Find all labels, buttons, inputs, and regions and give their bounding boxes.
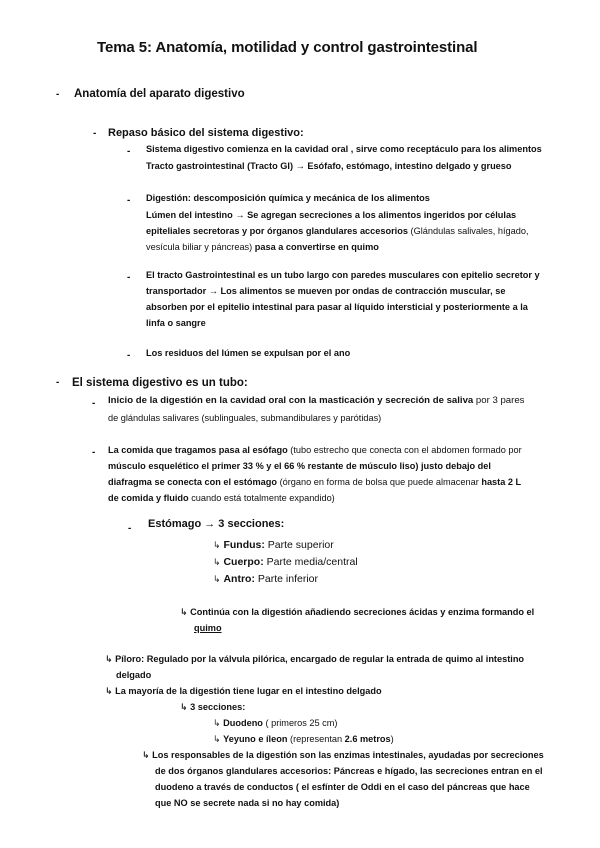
bullet-dash: - — [56, 377, 60, 388]
text-line: duodeno a través de conductos ( el esfínter de Oddi en el caso del páncreas que hace — [155, 782, 530, 792]
text-line: Los residuos del lúmen se expulsan por el ano — [146, 348, 351, 358]
text-line: transportador → Los alimentos se mueven por ondas de contracción muscular, se — [146, 286, 506, 296]
arrow-icon: ↳ — [180, 607, 188, 617]
text-span: Píloro: Regulado por la válvula pilórica, encargado de regular la entrada de quimo al intestino — [115, 654, 525, 664]
chyme-term: quimo — [194, 623, 222, 633]
part-desc: ( primeros 25 cm) — [262, 718, 338, 728]
text-line: Lúmen del intestino → Se agregan secreciones a los alimentos ingeridos por células — [146, 210, 517, 220]
bullet-dash: - — [127, 146, 131, 157]
text-span: epiteliales secretoras y por órganos glandulares accesorios — [146, 226, 411, 236]
text-span: La mayoría de la digestión tiene lugar en el intestino delgado — [115, 686, 382, 696]
section-heading-anatomy: Anatomía del aparato digestivo — [74, 88, 245, 100]
arrow-icon: ↳ — [213, 557, 221, 567]
text-line: Tracto gastrointestinal (Tracto GI) → Esófafo, estómago, intestino delgado y grueso — [146, 161, 512, 171]
arrow-icon: ↳ — [180, 702, 188, 712]
text-span: diafragma se conecta con el estómago — [108, 477, 278, 487]
text-span: (Glándulas salivales, hígado, — [410, 226, 529, 236]
stomach-part — [213, 571, 318, 588]
arrow-icon: ↳ — [213, 574, 221, 584]
stomach-part — [213, 537, 334, 554]
text-span: de comida y fluido — [108, 493, 189, 503]
part-name: Antro: — [223, 573, 255, 585]
text-line: músculo esquelético el primer 33 % y el 66 % restante de músculo liso) justo debajo del — [108, 461, 491, 471]
text-line — [146, 238, 379, 256]
arrow-icon: ↳ — [213, 718, 221, 728]
text-line — [108, 489, 335, 507]
bullet-dash: - — [92, 447, 96, 458]
bullet-dash: - — [128, 523, 132, 534]
text-line: absorben por el epitelio intestinal para pasar al líquido intersticial y posteriormente a la — [146, 302, 528, 312]
text-span: 3 secciones: — [190, 702, 246, 712]
arrow-icon: ↳ — [105, 686, 113, 696]
text-span: Inicio de la digestión en la cavidad oral con la masticación y secreción de saliva — [108, 395, 474, 406]
part-desc: Parte superior — [264, 539, 334, 551]
stomach-part — [213, 554, 358, 571]
text-span: (órgano en forma de bolsa que puede almacenar — [277, 477, 482, 487]
stomach-heading: Estómago → 3 secciones: — [148, 518, 285, 530]
section-heading-tube: El sistema digestivo es un tubo: — [72, 377, 248, 389]
stomach-continue — [180, 603, 534, 621]
text-line: Digestión: descomposición química y mecánica de los alimentos — [146, 193, 430, 203]
arrow-icon: ↳ — [105, 654, 113, 664]
text-span: La comida que tragamos pasa al esófago — [108, 445, 288, 455]
page-title: Tema 5: Anatomía, motilidad y control gastrointestinal — [97, 39, 478, 56]
pylorus-line — [105, 650, 524, 668]
text-line: El tracto Gastrointestinal es un tubo largo con paredes musculares con epitelio secretor y — [146, 270, 540, 280]
bullet-dash: - — [127, 350, 131, 361]
text-span: Continúa con la digestión añadiendo secreciones ácidas y enzima formando el — [190, 607, 535, 617]
bullet-dash: - — [127, 272, 131, 283]
part-name: Cuerpo: — [223, 556, 264, 568]
part-desc: Parte media/central — [263, 556, 358, 568]
text-span: (tubo estrecho que conecta con el abdomen formado por — [287, 445, 522, 455]
text-span: vesícula biliar y páncreas) — [146, 242, 253, 252]
text-line: de dos órganos glandulares accesorios: Páncreas e hígado, las secreciones entran en el — [155, 766, 543, 776]
text-line: delgado — [116, 670, 152, 680]
subsection-heading-review: Repaso básico del sistema digestivo: — [108, 127, 304, 139]
bullet-dash: - — [127, 195, 131, 206]
part-name: Yeyuno e íleon — [223, 734, 288, 744]
text-span: cuando está totalmente expandido) — [188, 493, 335, 503]
part-name: Duodeno — [223, 718, 263, 728]
text-line: que NO se secrete nada si no hay comida) — [155, 798, 340, 808]
part-name: Fundus: — [223, 539, 265, 551]
text-span: hasta 2 L — [481, 477, 522, 487]
text-span: pasa a convertirse en quimo — [252, 242, 379, 252]
text-line: Sistema digestivo comienza en la cavidad oral , sirve como receptáculo para los alimentos — [146, 144, 542, 154]
arrow-icon: ↳ — [213, 734, 221, 744]
arrow-icon: ↳ — [142, 750, 150, 760]
part-desc: (representan — [287, 734, 345, 744]
arrow-icon: ↳ — [213, 540, 221, 550]
text-line: de glándulas salivares (sublinguales, submandibulares y parótidas) — [108, 413, 382, 423]
text-span: Los responsables de la digestión son las enzimas intestinales, ayudadas por secreciones — [152, 750, 544, 760]
bullet-dash: - — [56, 89, 60, 100]
text-line — [108, 391, 524, 411]
text-line: linfa o sangre — [146, 318, 206, 328]
part-close: ) — [390, 734, 394, 744]
bullet-dash: - — [93, 128, 97, 139]
part-desc: Parte inferior — [254, 573, 318, 585]
bullet-dash: - — [92, 398, 96, 409]
text-span: por 3 pares — [473, 395, 525, 406]
part-length: 2.6 metros — [344, 734, 391, 744]
